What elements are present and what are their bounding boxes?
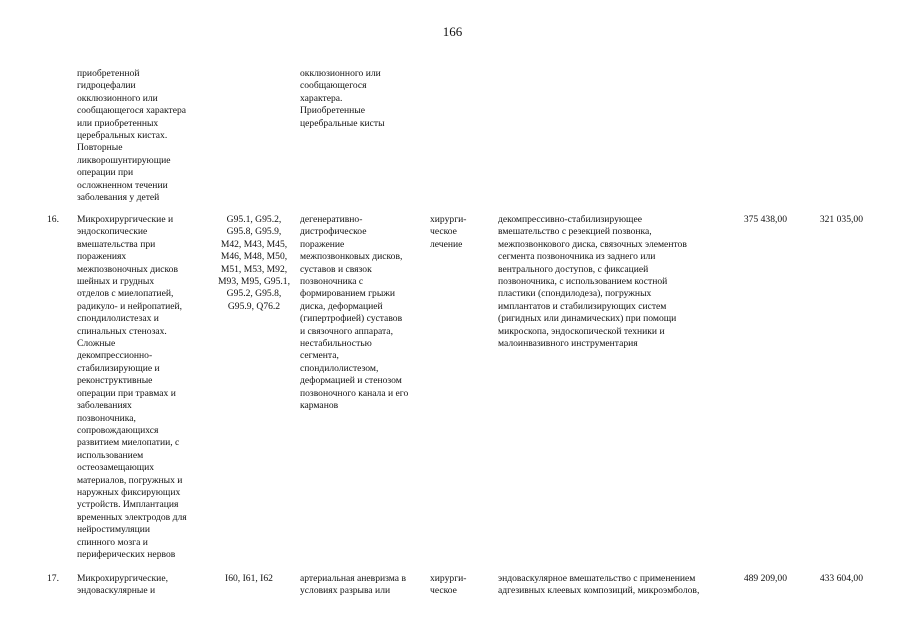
treatment-method: эндоваскулярное вмешательство с применением адгезивных клеевых композиций, микроэмболов,: [498, 573, 700, 597]
cost-value-2: 321 035,00: [819, 214, 863, 225]
patient-model: артериальная аневризма в условиях разрыва или: [300, 573, 406, 597]
treatment-type: хирурги- ческое: [430, 573, 467, 597]
treatment-method: декомпрессивно-стабилизирующее вмешательство с резекцией позвонка, межпозвонкового диска, связочных элементов сегмента позвоночника из заднего или вентрального доступов, с фиксацией позвоночника, с использованием костной пластики (спондилодеза), погружных имплантатов и стабилизирующих систем (ригидных или динамических) при помощи микроскопа, эндоскопической техники и малоинвазивного инструментария: [498, 214, 687, 350]
continuation-procedure: приобретенной гидроцефалии окклюзионного или сообщающегося характера или приобретенных церебральных кистах. Повторные ликворошунтирующие операции при осложненном течении заболевания у детей: [77, 68, 187, 204]
row-number: 17.: [47, 573, 59, 584]
continuation-patient-model: окклюзионного или сообщающегося характера. Приобретенные церебральные кисты: [300, 68, 385, 129]
cost-value-1: 489 209,00: [743, 573, 787, 584]
patient-model: дегенеративно- дистрофическое поражение межпозвонковых дисков, суставов и связок позвоночника с формированием грыжи диска, деформацией (гипертрофией) суставов и связочного аппарата, нестабильностью сегмента, спондилолистезом, деформацией и стенозом позвоночного канала и его карманов: [300, 214, 409, 412]
icd-codes: G95.1, G95.2, G95.8, G95.9, M42, M43, M45, M46, M48, M50, M51, M53, M92, M93, M95, G95.1, G95.2, G95.8, G95.9, Q76.2: [218, 214, 290, 312]
page-number: 166: [442, 24, 463, 39]
procedure-description: Микрохирургические и эндоскопические вмешательства при поражениях межпозвоночных дисков шейных и грудных отделов с миелопатией, радикуло- и нейропатией, спондилолистезах и спинальных стенозах. Сложные декомпрессионно- стабилизирующие и реконструктивные операции при травмах и заболеваниях позвоночника, сопровождающихся развитием миелопатии, с использованием остеозамещающих материалов, погружных и наружных фиксирующих устройств. Имплантация временных электродов для нейростимуляции спинного мозга и периферических нервов: [77, 214, 187, 560]
cost-value-2: 433 604,00: [819, 573, 863, 584]
row-number: 16.: [47, 214, 59, 225]
treatment-type: хирурги- ческое лечение: [430, 214, 467, 250]
cost-value-1: 375 438,00: [743, 214, 787, 225]
procedure-description: Микрохирургические, эндоваскулярные и: [77, 573, 168, 597]
icd-codes: I60, I61, I62: [225, 573, 273, 584]
